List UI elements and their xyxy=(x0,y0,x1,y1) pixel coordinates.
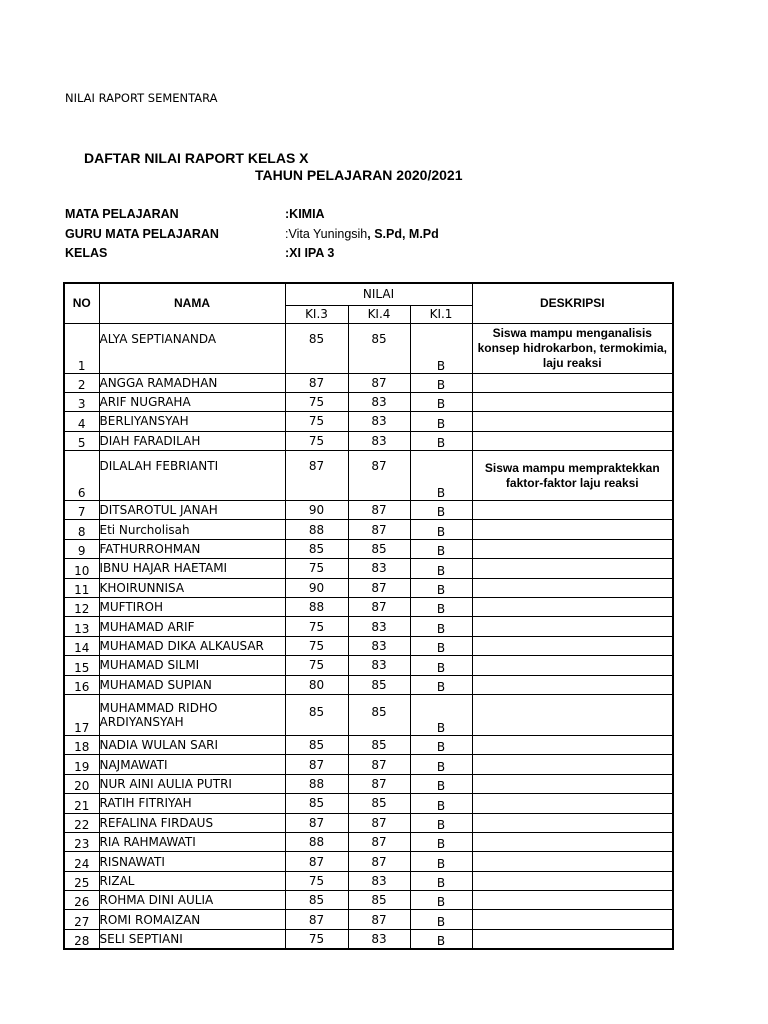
document-label: NILAI RAPORT SEMENTARA xyxy=(65,91,218,105)
row-name: NUR AINI AULIA PUTRI xyxy=(99,774,285,793)
row-name: KHOIRUNNISA xyxy=(99,578,285,597)
row-ki3: 87 xyxy=(285,813,348,832)
row-ki3: 90 xyxy=(285,578,348,597)
row-ki1: B xyxy=(410,451,472,501)
row-name: ARIF NUGRAHA xyxy=(99,392,285,411)
row-ki1: B xyxy=(410,412,472,431)
row-ki4: 85 xyxy=(348,794,410,813)
row-ki3: 85 xyxy=(285,794,348,813)
row-ki3: 75 xyxy=(285,392,348,411)
teacher-degree: , S.Pd, M.Pd xyxy=(367,227,439,241)
row-deskripsi xyxy=(472,412,673,431)
row-ki4: 83 xyxy=(348,392,410,411)
table-row xyxy=(64,832,673,851)
row-ki4: 87 xyxy=(348,832,410,851)
row-deskripsi xyxy=(472,373,673,392)
row-ki4: 83 xyxy=(348,871,410,890)
row-ki3: 85 xyxy=(285,323,348,373)
row-ki1: B xyxy=(410,501,472,520)
row-ki1: B xyxy=(410,392,472,411)
row-name: SELI SEPTIANI xyxy=(99,929,285,948)
subject-value: :KIMIA xyxy=(285,207,325,221)
row-ki3: 88 xyxy=(285,774,348,793)
table-row xyxy=(64,451,673,501)
row-ki1: B xyxy=(410,929,472,948)
row-ki4: 87 xyxy=(348,578,410,597)
row-ki3: 75 xyxy=(285,559,348,578)
row-name: RISNAWATI xyxy=(99,852,285,871)
row-deskripsi xyxy=(472,617,673,636)
row-name: REFALINA FIRDAUS xyxy=(99,813,285,832)
teacher-value xyxy=(285,227,439,241)
row-no: 10 xyxy=(64,559,99,578)
row-ki3: 87 xyxy=(285,451,348,501)
row-ki3: 87 xyxy=(285,373,348,392)
row-ki4: 87 xyxy=(348,755,410,774)
row-name: MUHAMAD SILMI xyxy=(99,656,285,675)
row-deskripsi xyxy=(472,735,673,754)
row-ki1: B xyxy=(410,871,472,890)
row-name: NAJMAWATI xyxy=(99,755,285,774)
row-deskripsi xyxy=(472,539,673,558)
row-name: MUHAMAD SUPIAN xyxy=(99,675,285,694)
row-ki3: 75 xyxy=(285,656,348,675)
row-deskripsi: Siswa mampu mempraktekkan faktor-faktor laju reaksi xyxy=(472,451,673,501)
row-no: 13 xyxy=(64,617,99,636)
row-name: BERLIYANSYAH xyxy=(99,412,285,431)
row-ki1: B xyxy=(410,891,472,910)
row-name: IBNU HAJAR HAETAMI xyxy=(99,559,285,578)
row-deskripsi xyxy=(472,694,673,735)
header-no: NO xyxy=(64,283,99,323)
table-row xyxy=(64,373,673,392)
header-nilai: NILAI xyxy=(285,283,472,305)
row-ki4: 83 xyxy=(348,929,410,948)
teacher-label: GURU MATA PELAJARAN xyxy=(65,227,219,241)
row-name: RIA RAHMAWATI xyxy=(99,832,285,851)
row-no: 9 xyxy=(64,539,99,558)
row-ki3: 85 xyxy=(285,735,348,754)
row-deskripsi xyxy=(472,501,673,520)
header-nama: NAMA xyxy=(99,283,285,323)
page-subtitle: TAHUN PELAJARAN 2020/2021 xyxy=(255,167,463,183)
row-deskripsi xyxy=(472,656,673,675)
row-name: ALYA SEPTIANANDA xyxy=(99,323,285,373)
table-row xyxy=(64,929,673,948)
header-ki4: KI.4 xyxy=(348,305,410,323)
row-name: ROHMA DINI AULIA xyxy=(99,891,285,910)
row-ki4: 83 xyxy=(348,617,410,636)
row-ki1: B xyxy=(410,578,472,597)
header-ki1: KI.1 xyxy=(410,305,472,323)
row-deskripsi xyxy=(472,636,673,655)
row-deskripsi xyxy=(472,392,673,411)
grades-table xyxy=(63,282,674,950)
row-ki3: 75 xyxy=(285,929,348,948)
row-deskripsi: Siswa mampu menganalisis konsep hidrokarbon, termokimia, laju reaksi xyxy=(472,323,673,373)
row-ki3: 75 xyxy=(285,617,348,636)
row-deskripsi xyxy=(472,774,673,793)
grades-body xyxy=(64,323,673,949)
row-name: ROMI ROMAIZAN xyxy=(99,910,285,929)
page-title: DAFTAR NILAI RAPORT KELAS X xyxy=(84,150,309,166)
table-row xyxy=(64,774,673,793)
row-name: DIAH FARADILAH xyxy=(99,431,285,450)
row-ki1: B xyxy=(410,735,472,754)
row-name: DITSAROTUL JANAH xyxy=(99,501,285,520)
table-row xyxy=(64,578,673,597)
row-name: MUHAMAD ARIF xyxy=(99,617,285,636)
table-row xyxy=(64,794,673,813)
table-row xyxy=(64,813,673,832)
row-name: DILALAH FEBRIANTI xyxy=(99,451,285,501)
table-row xyxy=(64,910,673,929)
table-row xyxy=(64,656,673,675)
row-ki1: B xyxy=(410,813,472,832)
row-ki1: B xyxy=(410,755,472,774)
table-row xyxy=(64,559,673,578)
row-ki4: 83 xyxy=(348,656,410,675)
row-ki3: 88 xyxy=(285,520,348,539)
row-ki4: 83 xyxy=(348,559,410,578)
row-no: 18 xyxy=(64,735,99,754)
row-ki4: 87 xyxy=(348,451,410,501)
row-no: 2 xyxy=(64,373,99,392)
row-name: RIZAL xyxy=(99,871,285,890)
row-ki4: 83 xyxy=(348,412,410,431)
table-row xyxy=(64,431,673,450)
row-no: 14 xyxy=(64,636,99,655)
row-ki4: 85 xyxy=(348,694,410,735)
row-name: NADIA WULAN SARI xyxy=(99,735,285,754)
row-ki3: 85 xyxy=(285,539,348,558)
row-no: 16 xyxy=(64,675,99,694)
row-deskripsi xyxy=(472,813,673,832)
row-ki3: 88 xyxy=(285,832,348,851)
row-no: 12 xyxy=(64,598,99,617)
row-no: 23 xyxy=(64,832,99,851)
row-no: 4 xyxy=(64,412,99,431)
table-row xyxy=(64,323,673,373)
row-name: Eti Nurcholisah xyxy=(99,520,285,539)
row-deskripsi xyxy=(472,871,673,890)
row-deskripsi xyxy=(472,794,673,813)
row-name: MUHAMAD DIKA ALKAUSAR xyxy=(99,636,285,655)
table-row xyxy=(64,735,673,754)
header-ki3: KI.3 xyxy=(285,305,348,323)
header-deskripsi: DESKRIPSI xyxy=(472,283,673,323)
row-ki1: B xyxy=(410,617,472,636)
row-no: 6 xyxy=(64,451,99,501)
row-ki4: 87 xyxy=(348,813,410,832)
table-row xyxy=(64,891,673,910)
row-name: MUFTIROH xyxy=(99,598,285,617)
row-deskripsi xyxy=(472,675,673,694)
row-ki1: B xyxy=(410,656,472,675)
row-ki3: 88 xyxy=(285,598,348,617)
table-row xyxy=(64,520,673,539)
row-ki3: 90 xyxy=(285,501,348,520)
row-ki4: 83 xyxy=(348,636,410,655)
table-row xyxy=(64,617,673,636)
row-no: 19 xyxy=(64,755,99,774)
row-ki1: B xyxy=(410,832,472,851)
table-row xyxy=(64,539,673,558)
row-ki1: B xyxy=(410,852,472,871)
row-no: 1 xyxy=(64,323,99,373)
row-ki3: 80 xyxy=(285,675,348,694)
row-no: 8 xyxy=(64,520,99,539)
row-name: ANGGA RAMADHAN xyxy=(99,373,285,392)
table-row xyxy=(64,392,673,411)
row-deskripsi xyxy=(472,431,673,450)
row-ki4: 87 xyxy=(348,598,410,617)
row-ki1: B xyxy=(410,774,472,793)
row-ki1: B xyxy=(410,323,472,373)
row-name: MUHAMMAD RIDHO ARDIYANSYAH xyxy=(99,694,285,735)
row-no: 5 xyxy=(64,431,99,450)
row-ki4: 85 xyxy=(348,539,410,558)
row-deskripsi xyxy=(472,578,673,597)
row-ki1: B xyxy=(410,694,472,735)
row-deskripsi xyxy=(472,832,673,851)
row-ki1: B xyxy=(410,598,472,617)
row-name: RATIH FITRIYAH xyxy=(99,794,285,813)
row-no: 26 xyxy=(64,891,99,910)
row-deskripsi xyxy=(472,891,673,910)
row-ki3: 85 xyxy=(285,694,348,735)
row-no: 7 xyxy=(64,501,99,520)
row-deskripsi xyxy=(472,559,673,578)
row-deskripsi xyxy=(472,910,673,929)
row-ki4: 85 xyxy=(348,675,410,694)
row-ki3: 87 xyxy=(285,755,348,774)
table-row xyxy=(64,598,673,617)
class-value: :XI IPA 3 xyxy=(285,246,335,260)
row-deskripsi xyxy=(472,598,673,617)
row-ki4: 87 xyxy=(348,774,410,793)
table-row xyxy=(64,501,673,520)
row-ki3: 85 xyxy=(285,891,348,910)
row-ki4: 87 xyxy=(348,852,410,871)
table-row xyxy=(64,755,673,774)
row-ki1: B xyxy=(410,675,472,694)
row-ki3: 87 xyxy=(285,910,348,929)
row-ki4: 87 xyxy=(348,520,410,539)
row-ki1: B xyxy=(410,520,472,539)
row-ki3: 75 xyxy=(285,871,348,890)
row-ki3: 75 xyxy=(285,431,348,450)
row-ki4: 85 xyxy=(348,735,410,754)
teacher-name: :Vita Yuningsih xyxy=(285,227,368,241)
row-ki1: B xyxy=(410,910,472,929)
row-no: 20 xyxy=(64,774,99,793)
row-deskripsi xyxy=(472,852,673,871)
row-ki3: 75 xyxy=(285,636,348,655)
table-row xyxy=(64,694,673,735)
row-ki1: B xyxy=(410,373,472,392)
row-ki1: B xyxy=(410,539,472,558)
row-deskripsi xyxy=(472,520,673,539)
row-ki4: 85 xyxy=(348,323,410,373)
row-deskripsi xyxy=(472,929,673,948)
table-row xyxy=(64,636,673,655)
row-no: 25 xyxy=(64,871,99,890)
row-no: 28 xyxy=(64,929,99,948)
row-no: 22 xyxy=(64,813,99,832)
table-row xyxy=(64,852,673,871)
row-no: 11 xyxy=(64,578,99,597)
row-no: 27 xyxy=(64,910,99,929)
row-ki4: 87 xyxy=(348,910,410,929)
row-ki1: B xyxy=(410,794,472,813)
row-deskripsi xyxy=(472,755,673,774)
table-row xyxy=(64,871,673,890)
row-no: 24 xyxy=(64,852,99,871)
row-name: FATHURROHMAN xyxy=(99,539,285,558)
row-no: 17 xyxy=(64,694,99,735)
row-no: 21 xyxy=(64,794,99,813)
row-ki3: 87 xyxy=(285,852,348,871)
table-row xyxy=(64,412,673,431)
table-row xyxy=(64,675,673,694)
row-no: 15 xyxy=(64,656,99,675)
row-ki4: 83 xyxy=(348,431,410,450)
row-ki1: B xyxy=(410,559,472,578)
row-ki1: B xyxy=(410,431,472,450)
row-ki1: B xyxy=(410,636,472,655)
row-ki3: 75 xyxy=(285,412,348,431)
row-no: 3 xyxy=(64,392,99,411)
row-ki4: 85 xyxy=(348,891,410,910)
class-label: KELAS xyxy=(65,246,108,260)
subject-label: MATA PELAJARAN xyxy=(65,207,179,221)
row-ki4: 87 xyxy=(348,373,410,392)
row-ki4: 87 xyxy=(348,501,410,520)
